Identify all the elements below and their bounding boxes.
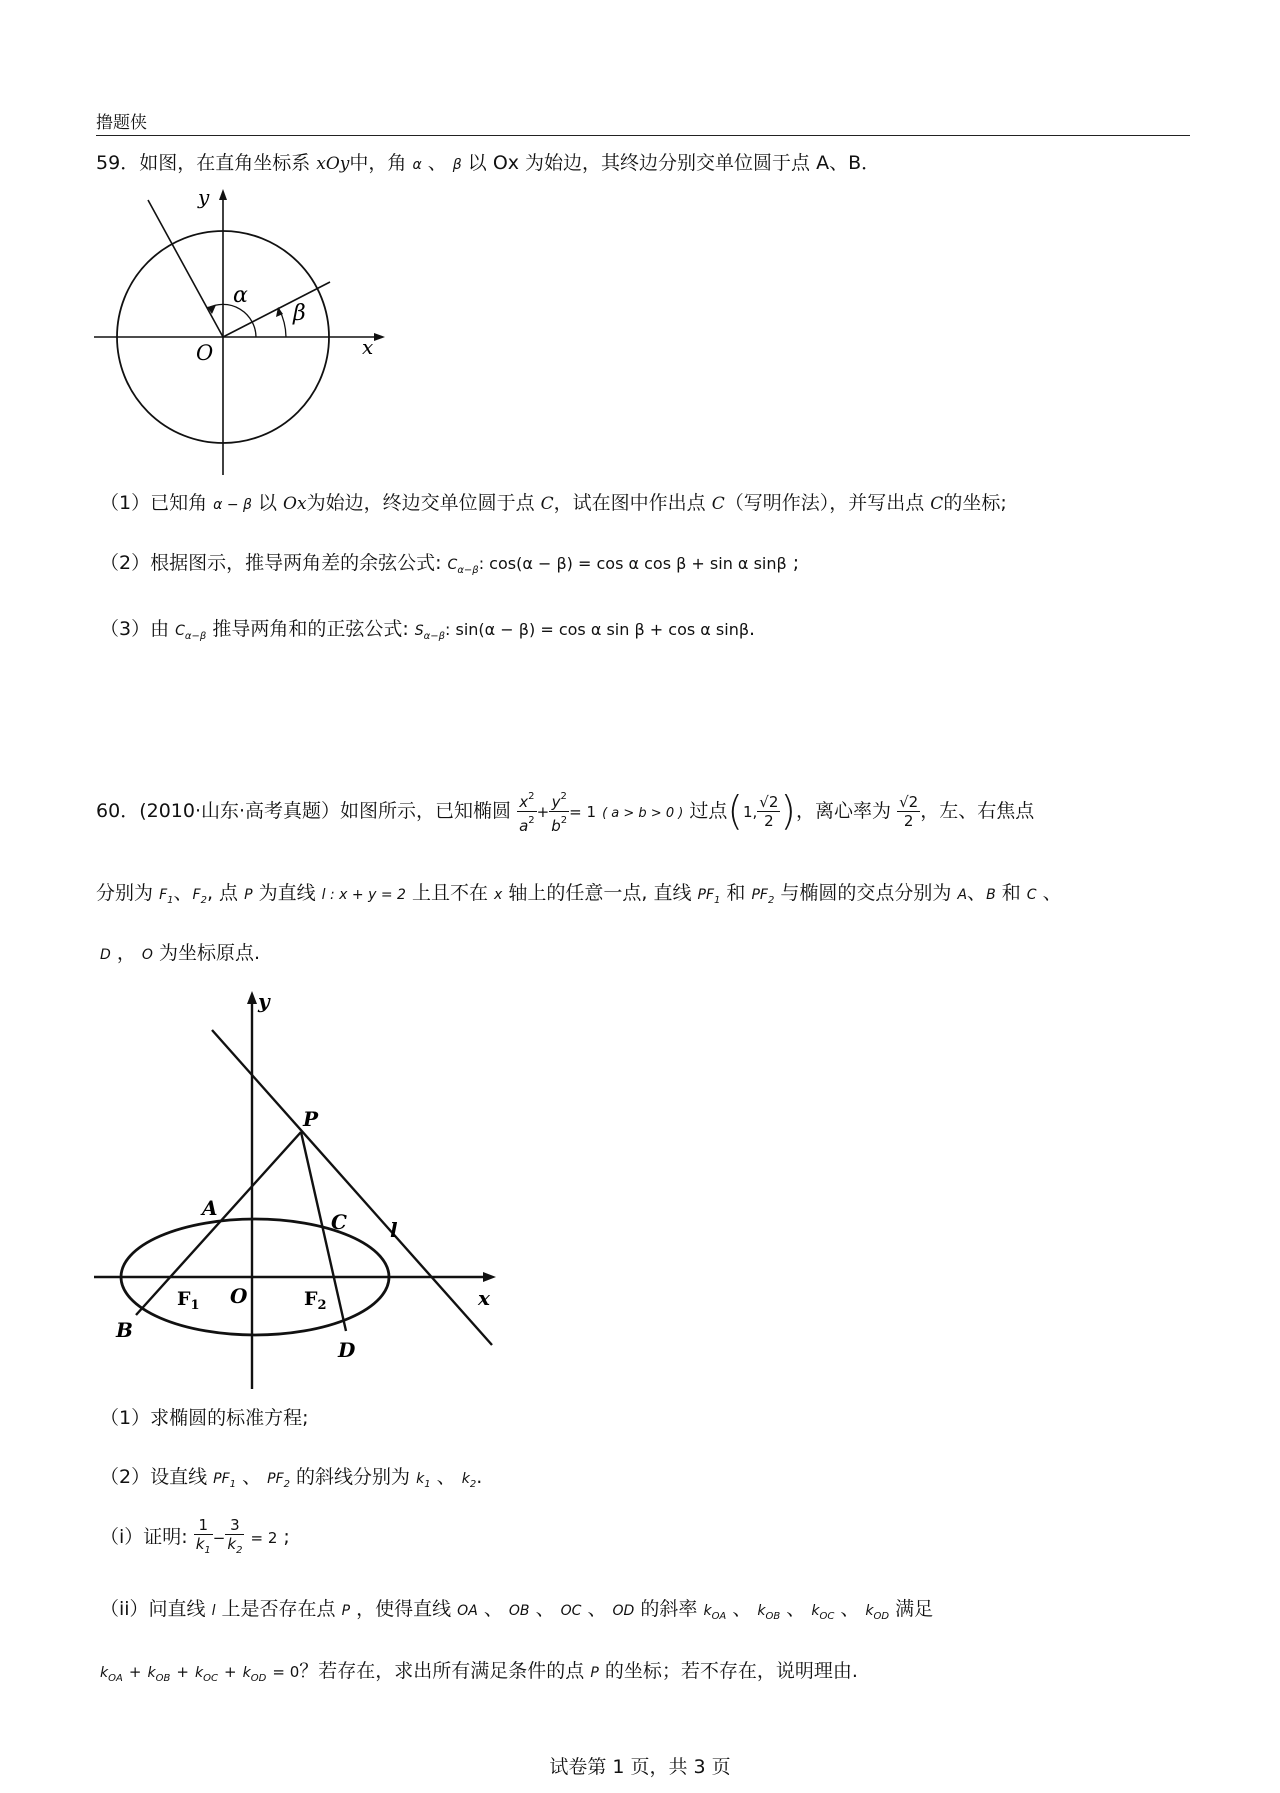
q59-y-arrow bbox=[219, 189, 227, 200]
q59-part3-formula: : sin(α − β) = cos α sin β + cos α sinβ bbox=[445, 620, 750, 639]
q59-part1-c2: C bbox=[711, 494, 725, 514]
q59-number: 59 bbox=[96, 152, 121, 174]
q59-part3 bbox=[100, 616, 755, 650]
q60-f2-sub: 2 bbox=[317, 1298, 327, 1313]
q60-ecc: ，离心率为 bbox=[796, 800, 892, 822]
q60-f2-letter: F bbox=[304, 1288, 318, 1310]
q60-line-eq: l : x + y = 2 bbox=[321, 887, 406, 903]
q59-sep: 、 bbox=[427, 152, 447, 174]
q60-partii-oa: OA bbox=[457, 1603, 478, 1619]
q60-foci: ，左、右焦点 bbox=[920, 800, 1035, 822]
q60-partii-dun1: 、 bbox=[483, 1598, 503, 1620]
q59-part1-suffix: 的坐标; bbox=[943, 492, 1007, 514]
q60-point-rparen: ) bbox=[780, 788, 797, 835]
q60-partii-dun4: 、 bbox=[732, 1598, 752, 1620]
q59-part3-c: C bbox=[175, 623, 185, 639]
q60-partii-l: l bbox=[211, 1603, 216, 1619]
q60-pf1-sub: 1 bbox=[714, 895, 721, 906]
q60-point-den: 2 bbox=[764, 812, 774, 830]
q60-line3 bbox=[100, 940, 260, 968]
q60-d-pt: D bbox=[100, 947, 111, 963]
q59-intro-mid: 中，角 bbox=[349, 152, 407, 174]
q60-part2 bbox=[100, 1464, 482, 1498]
q60-part2-pf2-sub: 2 bbox=[283, 1479, 290, 1490]
q60-part-ii bbox=[100, 1596, 933, 1630]
q59-intro-prefix: ．如图，在直角坐标系 bbox=[120, 152, 311, 174]
q60-partii-a: （ii）问直线 bbox=[100, 1598, 206, 1620]
q60-ecc-den: 2 bbox=[903, 812, 914, 830]
q60-parti-k1-sub: 1 bbox=[204, 1544, 211, 1556]
q60-parti-end: ; bbox=[283, 1526, 290, 1548]
q60-part2-k2: k bbox=[461, 1471, 470, 1487]
q60-parti-k1: k bbox=[195, 1534, 205, 1553]
q59-part3-prefix: （3）由 bbox=[100, 618, 170, 640]
q60-b-label: B bbox=[116, 1318, 133, 1342]
q60-partii-koa: k bbox=[703, 1603, 712, 1619]
q60-ell-x: x bbox=[519, 793, 529, 811]
q60-partii-od: OD bbox=[612, 1603, 635, 1619]
q59-part2-formula: : cos(α − β) = cos α cos β + sin α sinβ bbox=[478, 554, 787, 573]
q60-partii-d: 的斜率 bbox=[640, 1598, 698, 1620]
q60-ell-a: a bbox=[519, 817, 529, 835]
q60-comma: ， bbox=[116, 942, 136, 964]
q60-line2 bbox=[96, 880, 1062, 914]
q60-partii-dun2: 、 bbox=[535, 1598, 555, 1620]
q60-partii-c: ，使得直线 bbox=[356, 1598, 452, 1620]
q60-part2-prefix: （2）设直线 bbox=[100, 1466, 208, 1488]
q60-f1: F bbox=[159, 887, 168, 903]
q60-parti-minus: − bbox=[212, 1529, 226, 1547]
q60-part2-k2-sub: 2 bbox=[469, 1479, 477, 1490]
q59-part1-mid3: ，试在图中作出点 bbox=[553, 492, 706, 514]
q59-intro bbox=[96, 150, 880, 178]
q60-partii-oc: OC bbox=[560, 1603, 582, 1619]
q60-a-pt: A bbox=[957, 887, 968, 903]
q60-dun-1: 、 bbox=[173, 882, 193, 904]
q60-line-pf1 bbox=[136, 1132, 301, 1315]
q60-f1-sub: 1 bbox=[167, 895, 174, 906]
q60-part2-mid: 的斜线分别为 bbox=[296, 1466, 411, 1488]
q59-part1-c1: C bbox=[540, 494, 554, 514]
q60-partii-kob: k bbox=[757, 1603, 766, 1619]
q60-part-i bbox=[100, 1512, 290, 1563]
q59-part1-mid2: 为始边，终边交单位圆于点 bbox=[306, 492, 535, 514]
q60-partii-koa-sub: OA bbox=[711, 1611, 727, 1622]
q59-part1-mid1: 以 bbox=[257, 492, 277, 514]
q60-line2-e: 轴上的任意一点, 直线 bbox=[508, 882, 692, 904]
q60-line2-d: 上且不在 bbox=[411, 882, 488, 904]
q60-o-pt: O bbox=[141, 947, 153, 963]
q60-sum-kod-sub: OD bbox=[250, 1673, 267, 1684]
q60-last-p: P bbox=[590, 1665, 599, 1681]
q60-sum-eq: = 0 bbox=[272, 1663, 300, 1681]
q60-part2-k1: k bbox=[416, 1471, 425, 1487]
q60-last-line bbox=[100, 1658, 858, 1692]
q60-x-label: x bbox=[478, 1286, 490, 1310]
q60-x-arrow bbox=[483, 1272, 496, 1282]
q60-ell-cond: ( a > b > 0 ) bbox=[602, 806, 684, 821]
q59-alpha: α bbox=[412, 157, 422, 173]
q60-line-l bbox=[212, 1030, 492, 1345]
q60-f2-label bbox=[304, 1288, 327, 1313]
q60-ell-plus: + bbox=[536, 803, 550, 821]
q59-part1-expr: α − β bbox=[213, 497, 252, 513]
q59-x-arrow bbox=[374, 333, 385, 341]
q60-parti-three: 3 bbox=[225, 1516, 244, 1535]
q60-partii-b: 上是否存在点 bbox=[221, 1598, 336, 1620]
page-footer: 试卷第 1 页，共 3 页 bbox=[549, 1756, 731, 1778]
q60-sum-koc: k bbox=[195, 1665, 204, 1681]
q60-ell-eq: = 1 bbox=[569, 803, 597, 821]
q59-origin-label: O bbox=[196, 341, 214, 365]
header-brand: 撸题侠 bbox=[96, 113, 147, 133]
q59-part2-suffix: ; bbox=[792, 552, 800, 574]
q60-partii-ob: OB bbox=[508, 1603, 530, 1619]
q60-parti-k2-sub: 2 bbox=[236, 1544, 243, 1556]
q60-parti-one: 1 bbox=[194, 1516, 213, 1535]
q60-part2-pf1: PF bbox=[213, 1471, 230, 1487]
q60-sum-plus1: + bbox=[128, 1663, 142, 1681]
q60-o-label: O bbox=[230, 1284, 248, 1308]
q60-ellipse-x-frac bbox=[517, 788, 537, 835]
q60-d-label: D bbox=[338, 1338, 356, 1362]
q60-ell-y-exp: 2 bbox=[560, 791, 567, 802]
q59-part3-s: S bbox=[414, 623, 424, 639]
q59-part2-prefix: （2）根据图示，推导两角差的余弦公式: bbox=[100, 552, 442, 574]
q59-unit-circle-figure bbox=[90, 185, 390, 475]
q60-pf2: PF bbox=[751, 887, 768, 903]
q60-sum-koa-sub: OA bbox=[108, 1673, 123, 1684]
q60-sum-kob: k bbox=[147, 1665, 156, 1681]
q60-xaxis: x bbox=[494, 887, 503, 903]
q60-sum-kob-sub: OB bbox=[155, 1673, 171, 1684]
q60-b-pt: B bbox=[986, 887, 996, 903]
q60-line2-b: , 点 bbox=[206, 882, 239, 904]
q60-he: 和 bbox=[726, 882, 746, 904]
q60-pass: 过点 bbox=[689, 800, 728, 822]
q60-ell-b: b bbox=[551, 817, 561, 835]
q60-last-b: 的坐标；若不存在，说明理由. bbox=[604, 1660, 858, 1682]
q60-point-lparen: ( bbox=[727, 788, 743, 835]
q60-ellipse-y-frac bbox=[549, 788, 569, 835]
q60-part2-pf1-sub: 1 bbox=[229, 1479, 237, 1490]
q60-part2-dun: 、 bbox=[242, 1466, 262, 1488]
q60-partii-koc: k bbox=[811, 1603, 820, 1619]
q59-intro-suffix: 以 Ox 为始边，其终边分别交单位圆于点 A、B． bbox=[467, 152, 881, 174]
q60-partii-kob-sub: OB bbox=[765, 1611, 781, 1622]
q60-partii-e: 满足 bbox=[895, 1598, 934, 1620]
q60-part2-k1-sub: 1 bbox=[424, 1479, 431, 1490]
q60-l-label: l bbox=[390, 1218, 398, 1242]
q60-c-pt: C bbox=[1026, 887, 1037, 903]
q60-f2-sub: 2 bbox=[200, 895, 207, 906]
q60-he-2: 和 bbox=[1001, 882, 1021, 904]
q60-part2-end: . bbox=[476, 1466, 483, 1488]
q60-ecc-frac bbox=[897, 793, 920, 830]
q60-ell-x-exp: 2 bbox=[528, 791, 535, 802]
q60-f2: F bbox=[192, 887, 201, 903]
q60-line2-a: 分别为 bbox=[96, 882, 154, 904]
q60-point-frac bbox=[757, 793, 780, 830]
q59-part1-mid4: （写明作法），并写出点 bbox=[724, 492, 925, 514]
q60-pf2-sub: 2 bbox=[767, 895, 775, 906]
q60-pf1: PF bbox=[697, 887, 714, 903]
q59-part2-c-sub: α−β bbox=[457, 565, 479, 576]
q60-f1-letter: F bbox=[177, 1288, 191, 1310]
q59-alpha-label: α bbox=[233, 283, 248, 308]
q59-xoy: xOy bbox=[316, 154, 350, 174]
q60-c-label: C bbox=[331, 1210, 347, 1234]
q60-a-label: A bbox=[202, 1196, 218, 1220]
q59-part1-ox: Ox bbox=[283, 494, 307, 514]
q60-dun-3: 、 bbox=[1042, 882, 1062, 904]
q60-sum-koa: k bbox=[100, 1665, 109, 1681]
q60-part2-pf2: PF bbox=[267, 1471, 284, 1487]
q60-partii-kod-sub: OD bbox=[873, 1611, 890, 1622]
q59-part1-prefix: （1）已知角 bbox=[100, 492, 208, 514]
q59-part1 bbox=[100, 490, 1007, 518]
q59-part2 bbox=[100, 550, 799, 584]
q60-point-sqrt2: √2 bbox=[759, 793, 779, 811]
q60-ecc-sqrt2: √2 bbox=[899, 793, 919, 811]
q60-partii-kod: k bbox=[865, 1603, 874, 1619]
q59-part3-mid: 推导两角和的正弦公式: bbox=[212, 618, 409, 640]
q60-ellipse-figure bbox=[92, 985, 512, 1393]
q60-part1: （1）求椭圆的标准方程; bbox=[100, 1407, 309, 1429]
q60-partii-dun6: 、 bbox=[840, 1598, 860, 1620]
q60-sum-plus3: + bbox=[224, 1663, 237, 1681]
q59-part3-s-sub: α−β bbox=[423, 631, 446, 642]
q60-parti-frac1 bbox=[194, 1516, 213, 1560]
q59-x-label: x bbox=[362, 335, 374, 359]
q60-partii-dun3: 、 bbox=[587, 1598, 607, 1620]
q60-point-1: 1, bbox=[742, 803, 758, 821]
q60-f1-sub: 1 bbox=[190, 1298, 200, 1313]
q59-y-label: y bbox=[198, 185, 210, 209]
q59-alpha-terminal-side bbox=[148, 200, 223, 337]
q60-line1 bbox=[96, 786, 1034, 839]
q60-p-1: P bbox=[244, 887, 253, 903]
q59-part2-c: C bbox=[447, 557, 458, 573]
q60-partii-dun5: 、 bbox=[786, 1598, 806, 1620]
q60-partii-p: P bbox=[341, 1603, 351, 1619]
q60-sum-koc-sub: OC bbox=[203, 1673, 218, 1684]
q60-dun-2: 、 bbox=[967, 882, 987, 904]
q60-p-label: P bbox=[303, 1107, 319, 1131]
q60-parti-k2: k bbox=[227, 1534, 237, 1553]
q60-part2-dun-2: 、 bbox=[436, 1466, 456, 1488]
q60-parti-frac2 bbox=[225, 1516, 244, 1560]
q59-part3-suffix: . bbox=[749, 618, 756, 640]
q60-last-a: ？若存在，求出所有满足条件的点 bbox=[299, 1660, 585, 1682]
q60-ell-b-exp: 2 bbox=[560, 815, 568, 826]
q60-f1-label bbox=[177, 1288, 200, 1313]
header-divider bbox=[96, 135, 1190, 136]
q60-y-arrow bbox=[247, 991, 257, 1004]
q60-partii-koc-sub: OC bbox=[819, 1611, 835, 1622]
q60-line2-f: 与椭圆的交点分别为 bbox=[780, 882, 952, 904]
q59-beta-label: β bbox=[293, 301, 306, 326]
q60-y-label: y bbox=[258, 989, 270, 1013]
q60-line3-end: 为坐标原点. bbox=[158, 942, 261, 964]
q60-ell-y: y bbox=[551, 793, 561, 811]
q60-ell-a-exp: 2 bbox=[528, 815, 535, 826]
q60-parti-prefix: （i）证明: bbox=[100, 1526, 188, 1548]
q60-number: 60 bbox=[96, 800, 121, 822]
q59-part3-c-sub: α−β bbox=[184, 631, 207, 642]
q60-sum-plus2: + bbox=[176, 1663, 189, 1681]
q60-line2-c: 为直线 bbox=[258, 882, 316, 904]
q60-source: ．(2010·山东·高考真题）如图所示，已知椭圆 bbox=[120, 800, 512, 822]
q59-beta: β bbox=[452, 157, 462, 173]
q60-parti-eq: = 2 bbox=[250, 1529, 278, 1547]
q60-sum-kod: k bbox=[242, 1665, 251, 1681]
q59-part1-c3: C bbox=[930, 494, 944, 514]
